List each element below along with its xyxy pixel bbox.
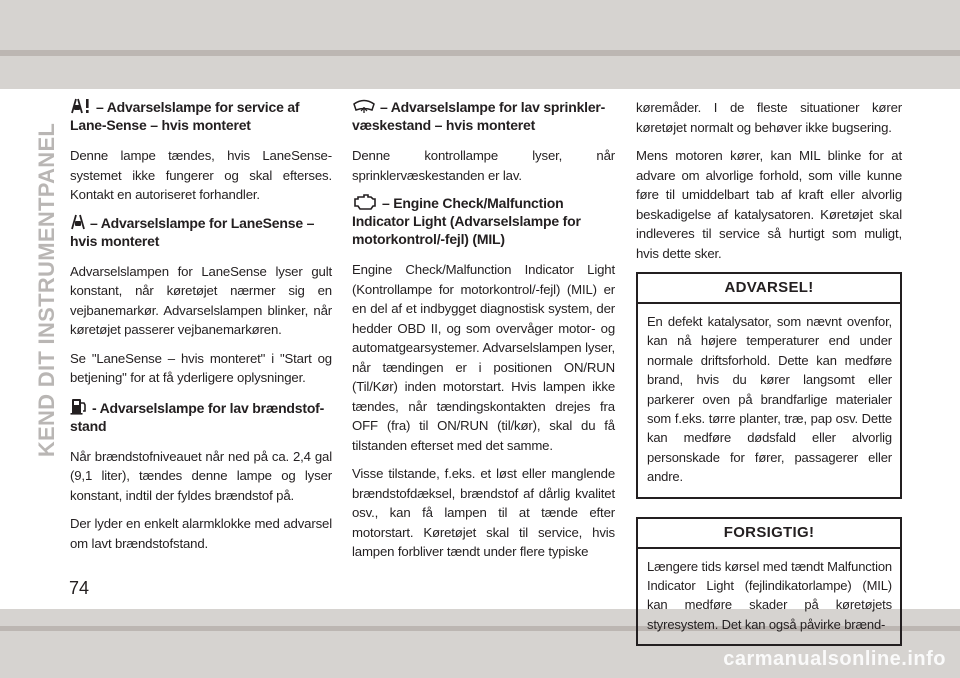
heading-engine-check-text: – Engine Check/Malfunction Indicator Light (Advarselslampe for motorkontrol/-fejl) (MIL) <box>352 195 581 247</box>
heading-low-fuel-text: - Advarselslampe for lav brændstof-stand <box>70 399 325 434</box>
warning-title: ADVARSEL! <box>638 274 900 304</box>
caution-text: Længere tids kørsel med tændt Malfunction Indicator Light (fejlindikatorlampe) (MIL) kan medføre skader på køretøjets styresystem. Det kan også påvirke brænd- <box>647 558 892 632</box>
warning-body <box>638 304 900 497</box>
paragraph: køremåder. I de fleste situationer kører køretøjet normalt og behøver ikke bugsering. <box>636 100 902 135</box>
section-side-title: KEND DIT INSTRUMENTPANEL <box>34 122 59 458</box>
column-1 <box>70 98 332 562</box>
fuel-pump-icon <box>70 397 88 415</box>
heading-lanesense-service <box>70 98 332 134</box>
paragraph: Når brændstofniveauet når ned på ca. 2,4 gal (9,1 liter), tændes denne lampe og lyser konstant, indtil der fyldes brændstof på. <box>70 448 332 503</box>
caution-box <box>636 517 902 647</box>
heading-low-fuel <box>70 397 332 435</box>
column-3 <box>636 98 902 646</box>
top-header-band <box>0 0 960 89</box>
warning-box <box>636 272 902 499</box>
caution-title: FORSIGTIG! <box>638 519 900 549</box>
paragraph: Visse tilstande, f.eks. et løst eller manglende brændstofdæksel, brændstof af dårlig kvalitet osv., kan få lampen til at tænde efter motorstart. Køretøjet skal til service, hvis lampen forbliver tændt under flere typiske <box>352 466 615 559</box>
paragraph: Advarselslampen for LaneSense lyser gult konstant, når køretøjet nærmer sig en vejbanemarkør. Advarselslampen blinker, når køretøjet passerer vejbanemarkøren. <box>70 263 332 337</box>
paragraph: Der lyder en enkelt alarmklokke med advarsel om lavt brændstofstand. <box>70 516 332 551</box>
heading-lanesense <box>70 214 332 250</box>
column-2 <box>352 98 615 571</box>
heading-engine-check <box>352 194 615 248</box>
lanesense-icon <box>70 214 86 230</box>
paragraph: Denne lampe tændes, hvis LaneSense-systemet ikke fungerer og skal efterses. Kontakt en autoriseret forhandler. <box>70 148 332 202</box>
warning-text: En defekt katalysator, som nævnt ovenfor, kan nå højere temperaturer end under normale driftsforhold. Dette kan medføre brand, hvis du kører langsomt eller parkerer oven på brandfarlige materialer som f.eks. tørre planter, træ, pap osv. Dette kan medføre dødsfald eller alvorlig personskade for fører, passagerer eller andre. <box>647 314 892 485</box>
engine-check-icon <box>352 194 378 210</box>
heading-lanesense-text: – Advarselslampe for LaneSense – hvis monteret <box>70 214 315 249</box>
paragraph: Engine Check/Malfunction Indicator Light (Kontrollampe for motorkontrol/-fejl) (MIL) er en del af et indbygget diagnostisk system, der hedder OBD II, og som overvåger motor- og automatgearsystemer. Advarselslampen lyser, når tændingen er i positionen ON/RUN (Til/Kør) inden motorstart. Hvis lampen ikke tændes, når tændingskontakten drejes fra OFF (fra) til ON/RUN (til/kør), skal du få tilstanden efterset med det samme. <box>352 262 615 453</box>
page-number: 74 <box>69 578 90 598</box>
caution-body <box>638 549 900 645</box>
washer-fluid-icon <box>352 98 376 114</box>
heading-washer-fluid <box>352 98 615 134</box>
heading-lanesense-service-text: – Advarselslampe for service af Lane-Sense – hvis monteret <box>70 99 300 133</box>
paragraph: Se "LaneSense – hvis monteret" i "Start og betjening" for at få yderligere oplysninger. <box>70 350 332 385</box>
top-header-stripe <box>0 50 960 56</box>
paragraph: Denne kontrollampe lyser, når sprinklervæskestanden er lav. <box>352 148 615 183</box>
paragraph: Mens motoren kører, kan MIL blinke for at advare om alvorlige forhold, som ville kunne føre til umiddelbart tab af kraft eller alvorlig beskadigelse af katalysatoren. Køretøjet skal indleveres til service så hurtigt som muligt, hvis dette sker. <box>636 148 902 261</box>
lanesense-service-icon <box>70 98 92 114</box>
heading-washer-fluid-text: – Advarselslampe for lav sprinkler-væskestand – hvis monteret <box>352 99 606 133</box>
watermark: carmanualsonline.info <box>723 648 946 670</box>
